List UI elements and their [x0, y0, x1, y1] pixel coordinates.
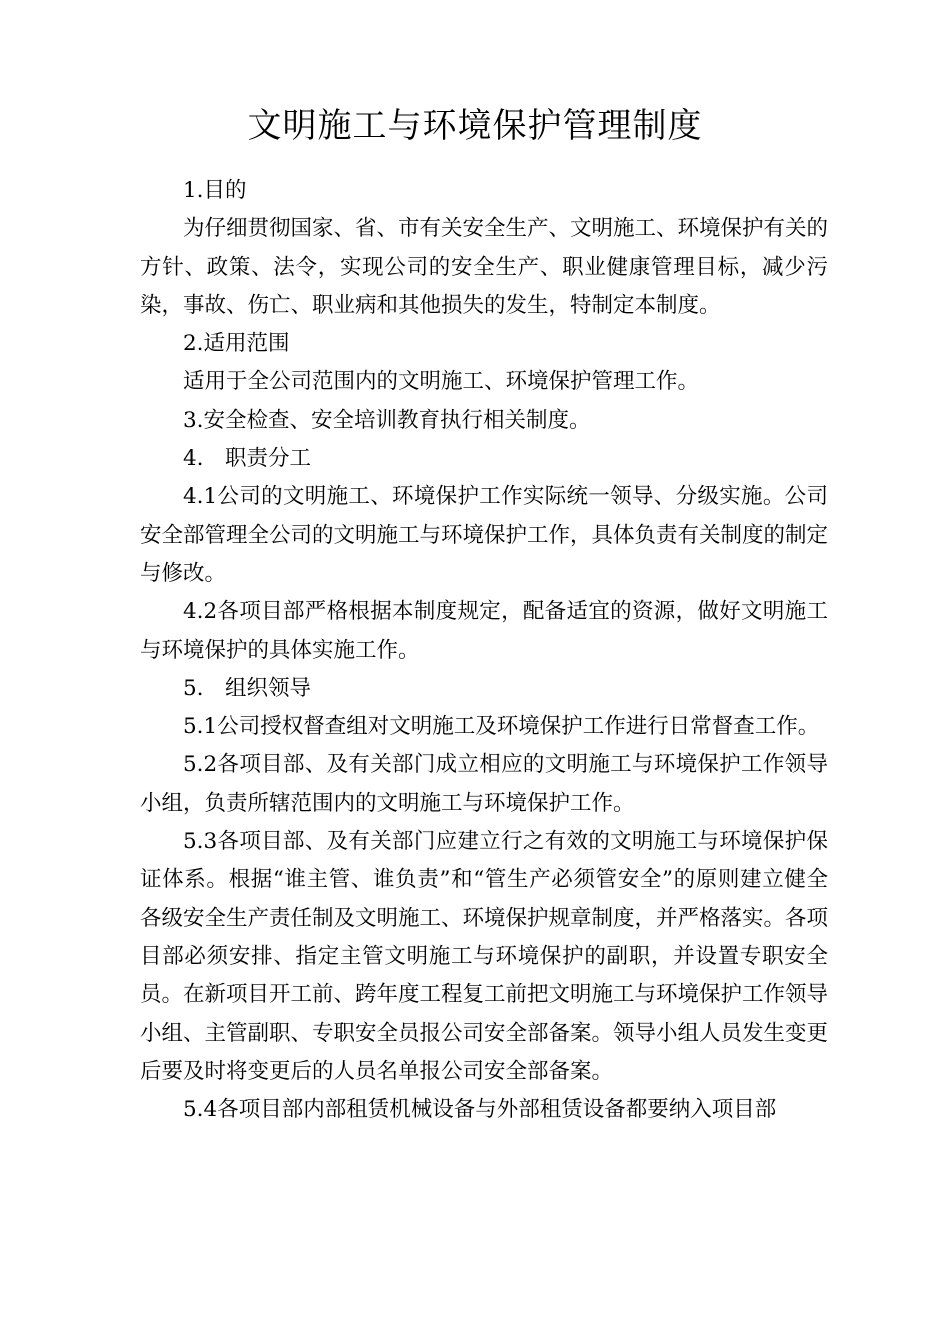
paragraph-scope: 适用于全公司范围内的文明施工、环境保护管理工作。: [183, 369, 700, 395]
paragraph-5-1: 5.1公司授权督查组对文明施工及环境保护工作进行日常督查工作。: [183, 714, 820, 740]
paragraph-5-3: 5.3各项目部、及有关部门应建立行之有效的文明施工与环境保护保证体系。根据“谁主管、谁负责”和“管生产必须管安全”的原则建立健全各级安全生产责任制及文明施工、环境保护规章制度，并严格落实。各项目部必须安排、指定主管文明施工与环境保护的副职，并设置专职安全员。在新项目开工前、跨年度工程复工前把文明施工与环境保护工作领导小组、主管副职、专职安全员报公司安全部备案。领导小组人员发生变更后要及时将变更后的人员名单报公司安全部备案。: [140, 829, 829, 1084]
section-heading-responsibilities: 4. 职责分工: [183, 446, 312, 472]
document-body: [140, 172, 828, 1129]
document-title: 文明施工与环境保护管理制度: [247, 106, 703, 146]
section-heading-inspection: 3.安全检查、安全培训教育执行相关制度。: [183, 407, 591, 433]
paragraph-5-2: 5.2各项目部、及有关部门成立相应的文明施工与环境保护工作领导小组，负责所辖范围内的文明施工与环境保护工作。: [140, 752, 828, 816]
paragraph-5-4: 5.4各项目部内部租赁机械设备与外部租赁设备都要纳入项目部: [183, 1097, 777, 1123]
paragraph-4-1: 4.1公司的文明施工、环境保护工作实际统一领导、分级实施。公司安全部管理全公司的文明施工与环境保护工作，具体负责有关制度的制定与修改。: [140, 484, 829, 586]
section-heading-leadership: 5. 组织领导: [183, 675, 312, 701]
section-heading-scope: 2.适用范围: [183, 331, 290, 357]
section-heading-purpose: 1.目的: [183, 178, 247, 203]
paragraph-purpose: 为仔细贯彻国家、省、市有关安全生产、文明施工、环境保护有关的方针、政策、法令，实现公司的安全生产、职业健康管理目标，减少污染，事故、伤亡、职业病和其他损失的发生，特制定本制度。: [140, 216, 829, 318]
paragraph-4-2: 4.2各项目部严格根据本制度规定，配备适宜的资源，做好文明施工与环境保护的具体实施工作。: [140, 599, 828, 663]
